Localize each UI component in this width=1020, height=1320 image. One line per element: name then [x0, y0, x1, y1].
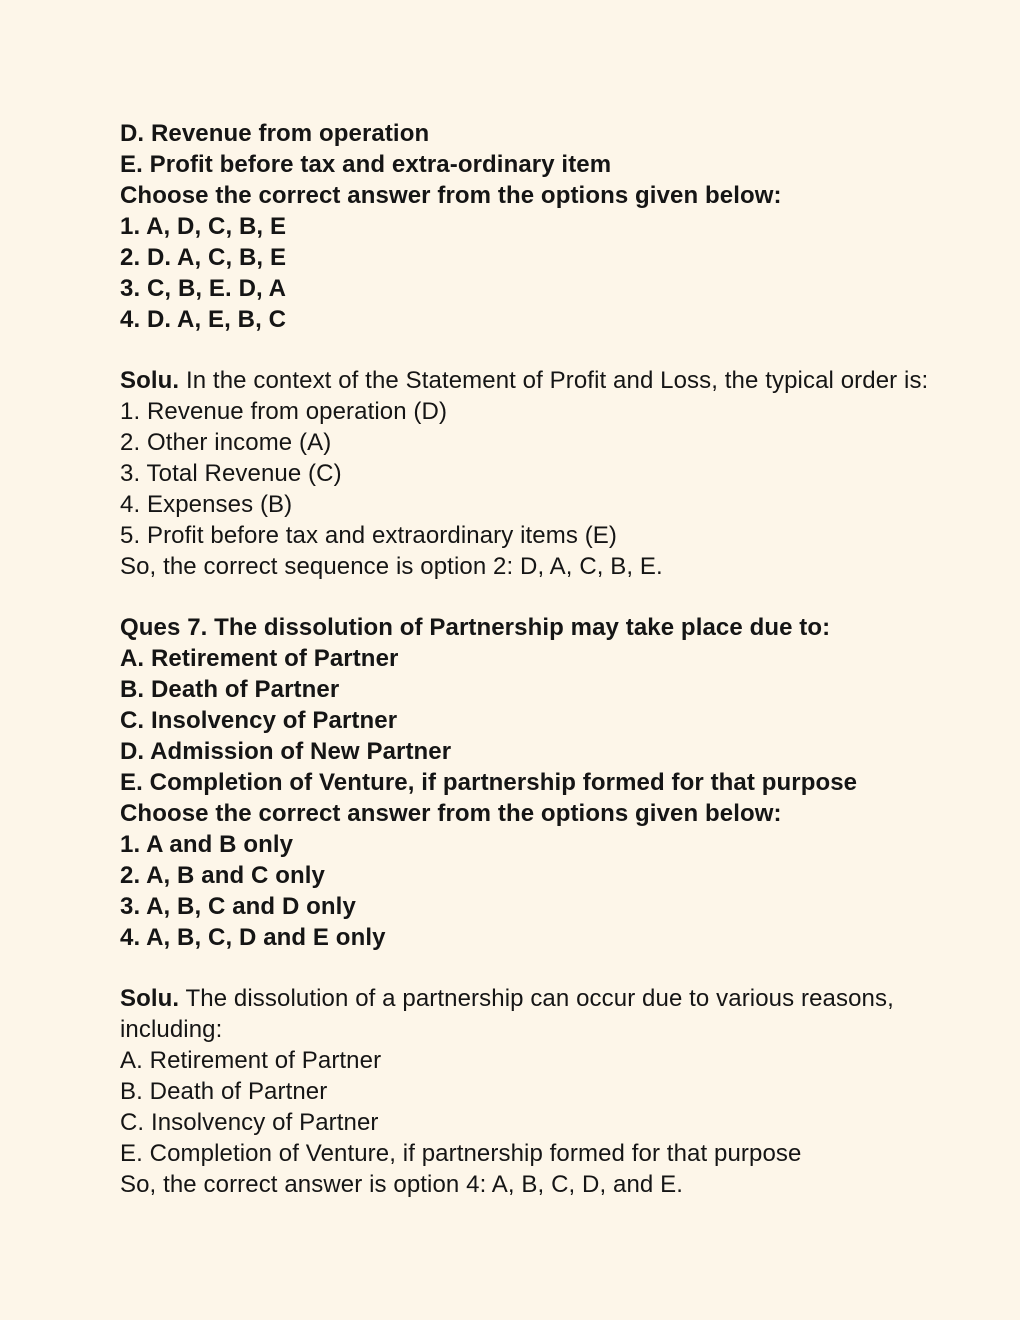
question-7-block [120, 612, 960, 953]
solution-line: 4. Expenses (B) [120, 491, 293, 518]
solution-line: So, the correct answer is option 4: A, B, C, D, and E. [120, 1171, 684, 1198]
solution-intro-line [120, 365, 960, 396]
solution-7-block [120, 983, 960, 1200]
solution-line: 3. Total Revenue (C) [120, 460, 342, 487]
question-option-line: 4. D. A, E, B, C [120, 306, 287, 333]
solution-line: A. Retirement of Partner [120, 1047, 382, 1074]
question-option-line: 2. D. A, C, B, E [120, 244, 287, 271]
question-item-line: E. Completion of Venture, if partnership formed for that purpose [120, 769, 858, 796]
question-item-line: C. Insolvency of Partner [120, 707, 398, 734]
question-heading-line: Ques 7. The dissolution of Partnership may take place due to: [120, 614, 831, 641]
solution-intro-text: In the context of the Statement of Profit and Loss, the typical order is: [179, 367, 929, 394]
solution-intro-line [120, 983, 960, 1014]
question-option-line: Choose the correct answer from the options given below: [120, 182, 782, 209]
solution-intro-text: The dissolution of a partnership can occur due to various reasons, [179, 985, 894, 1012]
question-item-line: D. Admission of New Partner [120, 738, 452, 765]
question-instruction-line: Choose the correct answer from the options given below: [120, 800, 782, 827]
solution-line: C. Insolvency of Partner [120, 1109, 379, 1136]
solution-line: E. Completion of Venture, if partnership formed for that purpose [120, 1140, 802, 1167]
solution-line: B. Death of Partner [120, 1078, 328, 1105]
question-item-line: B. Death of Partner [120, 676, 340, 703]
question-option-line: 1. A and B only [120, 831, 294, 858]
question-option-line: 3. A, B, C and D only [120, 893, 356, 920]
solution-label: Solu. [120, 985, 180, 1012]
solution-line: including: [120, 1016, 223, 1043]
question-option-line: E. Profit before tax and extra-ordinary item [120, 151, 612, 178]
question-option-line: 3. C, B, E. D, A [120, 275, 287, 302]
solution-line: 5. Profit before tax and extraordinary items (E) [120, 522, 618, 549]
question-item-line: A. Retirement of Partner [120, 645, 399, 672]
question-option-line: 1. A, D, C, B, E [120, 213, 287, 240]
question-6-options-block [120, 118, 960, 335]
question-option-line: 4. A, B, C, D and E only [120, 924, 386, 951]
solution-line: So, the correct sequence is option 2: D, A, C, B, E. [120, 553, 663, 580]
solution-6-block [120, 365, 960, 582]
solution-label: Solu. [120, 367, 180, 394]
question-option-line: 2. A, B and C only [120, 862, 325, 889]
question-option-line: D. Revenue from operation [120, 120, 430, 147]
solution-line: 1. Revenue from operation (D) [120, 398, 448, 425]
solution-line: 2. Other income (A) [120, 429, 332, 456]
